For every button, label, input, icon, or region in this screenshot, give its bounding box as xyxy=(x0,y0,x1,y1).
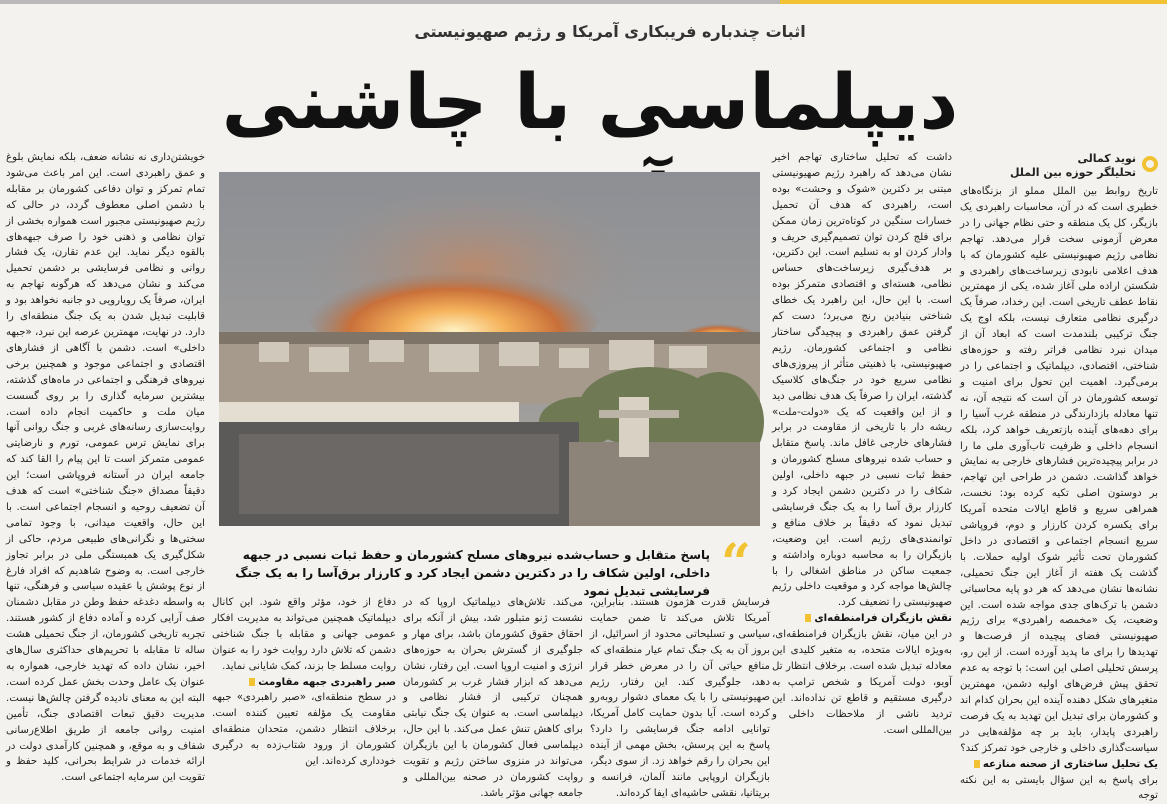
column-right-subhead: یک تحلیل ساختاری از صحنه منازعه xyxy=(960,757,1158,773)
column-mid-right-text: داشت که تحلیل ساختاری تهاجم اخیر نشان می‌دهد که راهبرد رژیم صهیونیستی مبتنی بر دکترین «شوک و وحشت» بوده است، راهبردی که هدف آن تحمیل خسارات سنگین در کوتاه‌ترین زمان ممکن برای فلج کردن توان تصمیم‌گیری حریف و وادار کردن او به تسلیم است. این دکترین، بر هدف‌گیری زیرساخت‌های حساس نظامی، هسته‌ای و اقتصادی متمرکز بوده است. با این حال، این راهبرد یک خطای شناختی بنیادین رنج می‌برد؛ دست کم گرفتن عمق راهبردی و پیچیدگی ساختار نظامی و اجتماعی کشورمان. رژیم صهیونیستی، با ذهنیتی متأثر از پیروزی‌های نظامی سریع خود در جنگ‌های کلاسیک گذشته، ایران را صرفاً یک هدف نظامی دید و از این واقعیت که یک «دولت-ملت» ریشه دار با تاریخی از مقاومت در برابر فشارهای خارجی غافل ماند. پاسخ متقابل و حساب شده نیروهای مسلح کشورمان و حفظ ثبات نسبی در جبهه داخلی، اولین شکاف را در دکترین دشمن ایجاد کرد و کارزار برق آسا را به یک جنگ فرسایشی تبدیل نمود که دقیقاً بر خلاف منافع و توانمندی‌های رژیم است. این وضعیت، بازیگران را به محاسبه دوباره واداشته و جمعیت ساکن در مناطق اشغالی را با چالش‌ها مواجه کرد و موقعیت داخلی رژیم صهیونیستی را تضعیف کرد. xyxy=(772,152,952,609)
author-name: نوید کمالی xyxy=(1077,152,1136,165)
column-bottom-c xyxy=(212,595,396,768)
quote-mark-icon: “ xyxy=(721,533,751,594)
column-mid-right xyxy=(772,150,952,736)
kicker: اثبات چندباره فریبکاری آمریکا و رژیم صهیونیستی xyxy=(414,22,806,41)
author-role: تحلیلگر حوزه بین الملل xyxy=(1009,166,1136,179)
news-photo-explosion xyxy=(219,172,760,526)
column-right-tail: برای پاسخ به این سؤال بایستی به این نکته توجه xyxy=(960,774,1158,802)
column-right xyxy=(960,184,1158,802)
author-bullet-icon xyxy=(1142,156,1158,172)
column-right-text: تاریخ روابط بین الملل مملو از بزنگاه‌های خطیری است که در آن، محاسبات راهبردی یک بازیگر، کل یک منطقه و حتی نظام جهانی را در معرض آزمونی سخت قرار می‌دهد. تهاجم نظامی رژیم صهیونیستی علیه کشورمان که با هدف اعلامی نابودی زیرساخت‌های راهبردی و شکستن اراده ملی آغاز شده، یکی از مهمترین نقاط عطف تاریخی است. این رخداد، صرفاً یک درگیری نظامی متعارف نیست، بلکه اوج یک جنگ ترکیبی بلندمدت است که ابعاد آن از میدان نبرد نظامی فراتر رفته و حوزه‌های شناختی، اقتصادی، دیپلماتیک و اجتماعی را در برمی‌گیرد. اهمیت این تحول برای امنیت و توسعه کشورمان در آن است که نتیجه آن، نه تنها معادله بازدارندگی در منطقه غرب آسیا را برای دهه‌های آینده بازتعریف خواهد کرد، بلکه انسجام داخلی و ظرفیت تاب‌آوری ملی ما را در برابر پیچیده‌ترین فشارهای خارجی به نمایش خواهد گذاشت. دشمن در طراحی این تهاجم، بر دوستون اصلی تکیه کرده بود: نخست، همراهی سریع و قاطع ایالات متحده آمریکا برای یکسره کردن کارزار و دوم، فروپاشی سریع انسجام اجتماعی و اقتصادی در داخل کشورمان تحت تأثیر شوک اولیه حملات. با گذشت یک هفته از آغاز این جنگ تحمیلی، نشانه‌ها نشان می‌دهد که هر دو پایه محاسباتی دشمن با ترک‌های جدی مواجه شده است. این وضعیت، یک «مخمصه راهبردی» برای رژیم صهیونیستی فضای پیچیده از فرصت‌ها و تهدیدها را برای ما پدید آورده است. از این رو، پرسش تحلیلی اصلی این است: با توجه به عدم تحقق پیش فرض‌های اولیه دشمن، مهمترین متغیرهای شکل دهنده آینده این بحران کدام اند و کشورمان برای تبدیل این تهدید به یک فرصت راهبردی پایدار، باید بر چه مؤلفه‌هایی در سیاست‌گذاری داخلی و خارجی خود تمرکز کند؟ xyxy=(960,186,1158,754)
column-mid-right-subhead: نقش بازیگران فرامنطقه‌ای xyxy=(772,611,952,627)
column-bottom-b xyxy=(403,595,583,799)
column-left-text: خویشتن‌داری نه نشانه ضعف، بلکه نمایش بلوغ و عمق راهبردی است. این امر باعث می‌شود تمام تمرکز و توان دفاعی کشورمان بر مقابله با دشمن اصلی معطوف گردد، در حالی که رژیم صهیونیستی مجبور است همواره بخشی از توان نظامی و ذهنی خود را صرف جبهه‌های بالقوه دیگر نماید. این عدم تقارن، یک فشار روانی و نظامی فرسایشی بر دشمن تحمیل می‌کند و نشان می‌دهد که هرگونه تهاجم به ایران، صرفاً یک رویارویی دو جانبه نخواهد بود و قابلیت تبدیل شدن به یک جنگ منطقه‌ای را دارد. در نهایت، مهمترین عرصه این نبرد، «جبهه داخلی» است. دشمن با آگاهی از فشارهای اقتصادی و اجتماعی موجود و همچنین برخی نیروهای فرهنگی و اجتماعی در ماه‌های گذشته، بیشترین سرمایه گذاری را بر روی گسست میان ملت و حاکمیت انجام داده است. روایت‌سازی رسانه‌های غربی و جنگ روانی آنها برای نمایش ترس عمومی، تورم و نارضایتی عمومی متمرکز است تا این پیام را القا کند که جامعه ایران در آستانه فروپاشی است؛ این دقیقاً مصداق «جنگ شناختی» است که هدف آن تضعیف روحیه و انسجام اجتماعی است. با این حال، واقعیت میدانی، با وجود تمامی سختی‌ها و نگرانی‌های طبیعی مردم، حاکی از شکل‌گیری یک همبستگی ملی در برابر تجاوز خارجی است. به وضوح شاهدیم که افراد فارغ از نوع پوشش یا عقیده سیاسی و فرهنگی، تنها به واسطه دغدغه حفظ وطن در مقابل دشمنان صف آرایی کرده و آماده دفاع از کشور هستند. تجربه تاریخی کشورمان، از جنگ تحمیلی هشت ساله تا مقابله با تحریم‌های حداکثری سال‌های اخیر، نشان داده که تهدید خارجی، همواره به عنوان یک عامل وحدت بخش عمل کرده است. البته این به معنای نادیده گرفتن چالش‌ها نیست. مدیریت دقیق تبعات اقتصادی جنگ، تأمین امنیت روانی جامعه از طریق اطلاع‌رسانی شفاف و به موقع، و همچنین کارآمدی دولت در ارائه خدمات در شرایط بحرانی، کلید حفظ و تقویت این سرمایه اجتماعی است. xyxy=(6,152,205,784)
headline: دیپلماسی با چاشنی xyxy=(221,57,959,146)
column-bottom-c-text: دفاع از خود، مؤثر واقع شود. این کانال دیپلماتیک همچنین می‌تواند به مدیریت افکار عمومی جهانی و مقابله با جنگ شناختی دشمن که تلاش دارد روایت خود را به عنوان روایت مسلط جا بزند، کمک شایانی نماید. xyxy=(212,597,396,672)
column-bottom-c-tail: در سطح منطقه‌ای، «صبر راهبردی» جبهه مقاومت یک مؤلفه تعیین کننده است. برخلاف انتظار دشمن، متحدان منطقه‌ای کشورمان از ورود شتاب‌زده به درگیری خودداری کرده‌اند. این xyxy=(212,692,396,768)
explosion-scene-image xyxy=(219,172,760,526)
top-bar-accent xyxy=(780,0,1167,4)
top-bar-grey xyxy=(0,0,780,4)
column-bottom-a-text: فرسایش قدرت هژمون هستند. بنابراین، آمریکا تلاش می‌کند تا ضمن حمایت سیاسی و تسلیحاتی محدود از اسرائیل، از بروز آن به یک جنگ تمام عیار منطقه‌ای که منافع حیاتی آن را در معرض خطر قرار دهد، جلوگیری کند. این رفتار، رژیم صهیونیستی را با یک معمای دشوار روبه‌رو کرده است. آیا بدون حمایت کامل آمریکا، توانایی ادامه جنگ فرسایشی را دارد؟ پاسخ به این پرسش، بخش مهمی از آینده این بحران را رقم خواهد زد. از سوی دیگر، بازیگران اروپایی مانند آلمان، فرانسه و بریتانیا، نقشی حاشیه‌ای ایفا کرده‌اند. xyxy=(590,597,770,799)
column-mid-right-tail: در این میان، نقش بازیگران فرامنطقه‌ای، به‌ویژه ایالات متحده، به متغیر کلیدی این معادله تبدیل شده است. برخلاف انتظار تل آویو، دولت آمریکا و شخص ترامپ به درگیری مستقیم و قاطع تن نداده‌اند. این تردید ناشی از ملاحظات داخلی و بین‌المللی است. xyxy=(772,629,952,736)
photo-caption: پاسخ متقابل و حساب‌شده نیروهای مسلح کشورمان و حفظ ثبات نسبی در جبهه داخلی، اولین شکاف را در دکترین دشمن ایجاد کرد و کارزار برق‌آسا را به یک جنگ فرسایشی تبدیل نمود xyxy=(235,548,710,598)
column-bottom-a xyxy=(590,595,770,799)
column-bottom-c-subhead: صبر راهبردی جبهه مقاومت xyxy=(212,675,396,691)
column-bottom-b-text: می‌کند. تلاش‌های دیپلماتیک اروپا که در نشست ژنو متبلور شد، بیش از آنکه برای احقاق حقوق کشورمان باشد، برای مهار و جلوگیری از گسترش بحران به حوزه‌های انرژی و امنیت اروپا است. این رفتار، نشان می‌دهد که ابزار فشار غرب بر کشورمان همچنان ترکیبی از فشار نظامی و دیپلماسی است. به عنوان یک جنگ نیابتی برای کاهش تنش عمل می‌کند. با این حال، دیپلماسی فعال کشورمان با این بازیگران می‌تواند در منزوی ساختن رژیم و تقویت روایت کشورمان در صحنه بین‌المللی و جامعه جهانی مؤثر باشد. xyxy=(403,597,583,799)
column-left xyxy=(6,150,205,784)
